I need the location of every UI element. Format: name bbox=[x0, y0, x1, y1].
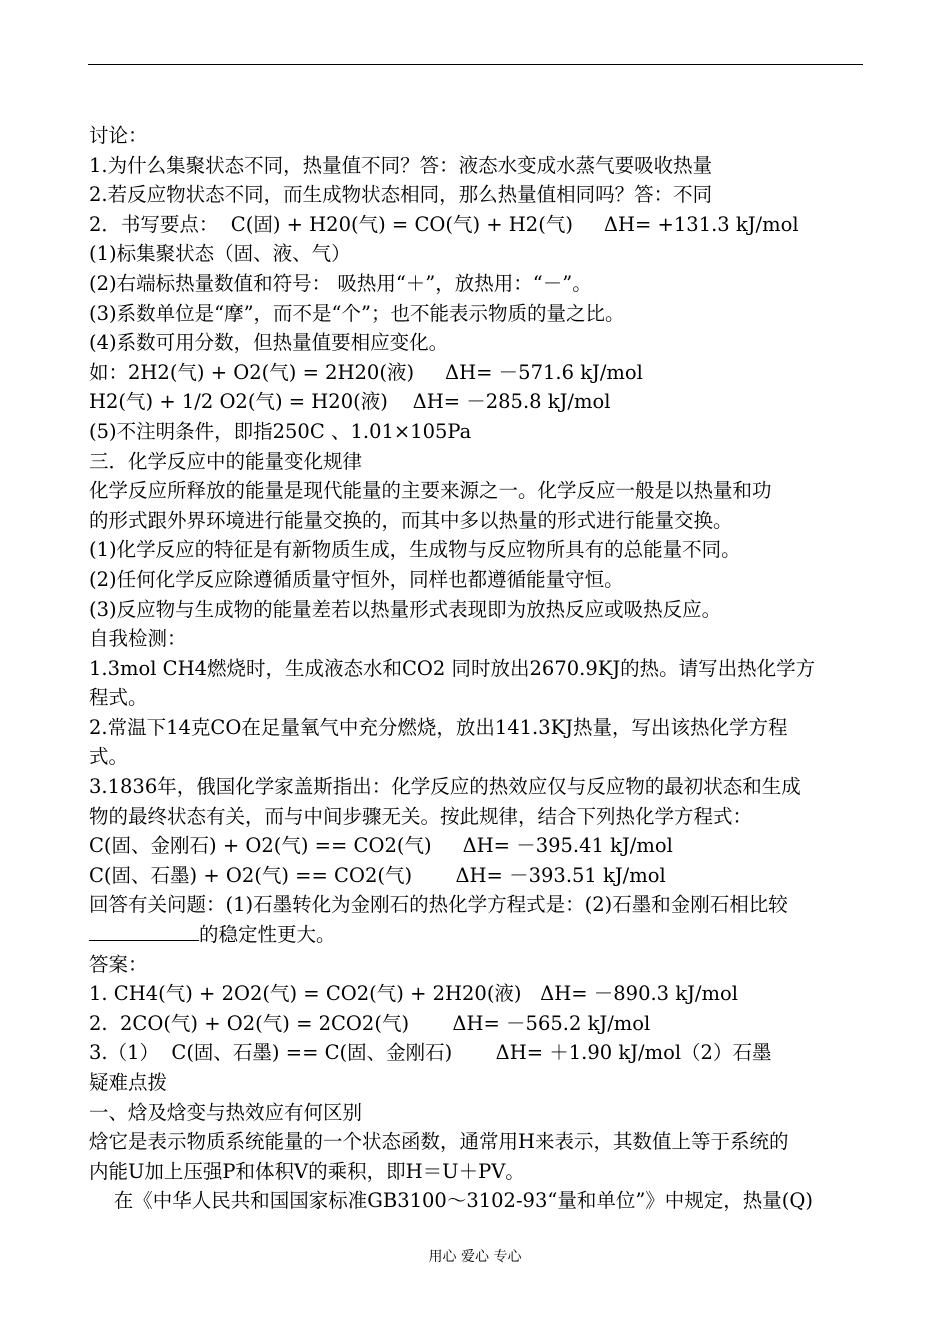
text-line: (2)任何化学反应除遵循质量守恒外，同样也都遵循能量守恒。 bbox=[89, 567, 624, 591]
text-line: 化学反应所释放的能量是现代能量的主要来源之一。化学反应一般是以热量和功 bbox=[89, 479, 772, 503]
fill-blank-line bbox=[89, 920, 864, 950]
text-line: 的形式跟外界环境进行能量交换的，而其中多以热量的形式进行能量交换。 bbox=[89, 508, 733, 532]
text-line: 程式。 bbox=[89, 686, 148, 710]
section-heading: 三．化学反应中的能量变化规律 bbox=[89, 449, 363, 473]
text-line: 内能U加上压强P和体积V的乘积，即H＝U＋PV。 bbox=[89, 1159, 525, 1183]
text-line: 1. CH4(气) + 2O2(气) = CO2(气) + 2H20(液) ΔH= －890.3 kJ/mol bbox=[89, 982, 738, 1006]
text-line: 回答有关问题：(1)石墨转化为金刚石的热化学方程式是：(2)石墨和金刚石相比较 bbox=[89, 893, 788, 917]
blank-line-suffix: 的稳定性更大。 bbox=[199, 923, 336, 947]
text-line: 3.1836年，俄国化学家盖斯指出：化学反应的热效应仅与反应物的最初状态和生成 bbox=[89, 775, 801, 799]
document-body bbox=[89, 121, 864, 1216]
page-footer: 用心 爱心 专心 bbox=[428, 1249, 522, 1265]
text-line: C(固、金刚石) + O2(气) == CO2(气) ΔH= －395.41 kJ/mol bbox=[89, 834, 673, 858]
text-line: (2)右端标热量数值和符号： 吸热用“＋”，放热用：“－”。 bbox=[89, 271, 592, 295]
section-heading: 疑难点拨 bbox=[89, 1071, 168, 1094]
text-line: 1.为什么集聚状态不同，热量值不同？答：液态水变成水蒸气要吸收热量 bbox=[89, 153, 713, 177]
text-line: (4)系数可用分数，但热量值要相应变化。 bbox=[89, 331, 449, 355]
text-line: 式。 bbox=[89, 745, 129, 769]
text-line: 3.（1） C(固、石墨) == C(固、金刚石) ΔH= ＋1.90 kJ/mol（2）石墨 bbox=[89, 1041, 772, 1065]
section-heading: 一、焓及焓变与热效应有何区别 bbox=[89, 1100, 363, 1124]
text-line: 在《中华人民共和国国家标准GB3100～3102-93“量和单位”》中规定，热量(Q) bbox=[89, 1189, 813, 1213]
text-line: 2. 2CO(气) + O2(气) = 2CO2(气) ΔH= －565.2 kJ/mol bbox=[89, 1011, 651, 1035]
header-rule bbox=[88, 64, 863, 65]
text-line: C(固、石墨) + O2(气) == CO2(气) ΔH= －393.51 kJ/mol bbox=[89, 863, 666, 887]
text-line: (3)系数单位是“摩”，而不是“个”；也不能表示物质的量之比。 bbox=[89, 301, 625, 325]
text-line: H2(气) + 1/2 O2(气) = H20(液) ΔH= －285.8 kJ/mol bbox=[89, 390, 611, 414]
text-line: 2．书写要点： C(固) + H20(气) = CO(气) + H2(气) ΔH= +131.3 kJ/mol bbox=[89, 212, 799, 236]
text-line: 物的最终状态有关，而与中间步骤无关。按此规律，结合下列热化学方程式： bbox=[89, 804, 753, 828]
text-line: 1.3mol CH4燃烧时，生成液态水和CO2 同时放出2670.9KJ的热。请写出热化学方 bbox=[89, 656, 816, 680]
answer-blank bbox=[89, 922, 199, 941]
text-line: 2.常温下14克CO在足量氧气中充分燃烧，放出141.3KJ热量，写出该热化学方程 bbox=[89, 715, 788, 739]
text-line: 讨论： bbox=[89, 124, 148, 147]
text-line: 如：2H2(气) + O2(气) = 2H20(液) ΔH= －571.6 kJ/mol bbox=[89, 360, 643, 384]
section-heading: 自我检测： bbox=[89, 627, 187, 651]
section-heading: 答案： bbox=[89, 952, 148, 976]
text-line: (1)化学反应的特征是有新物质生成，生成物与反应物所具有的总能量不同。 bbox=[89, 538, 741, 562]
text-line: (1)标集聚状态（固、液、气） bbox=[89, 242, 351, 266]
text-line: 焓它是表示物质系统能量的一个状态函数，通常用H来表示，其数值上等于系统的 bbox=[89, 1130, 789, 1154]
text-line: (3)反应物与生成物的能量差若以热量形式表现即为放热反应或吸热反应。 bbox=[89, 597, 722, 621]
text-line: 2.若反应物状态不同，而生成物状态相同，那么热量值相同吗？答：不同 bbox=[89, 183, 713, 207]
text-line: (5)不注明条件，即指250C 、1.01×105Pa bbox=[89, 419, 472, 443]
